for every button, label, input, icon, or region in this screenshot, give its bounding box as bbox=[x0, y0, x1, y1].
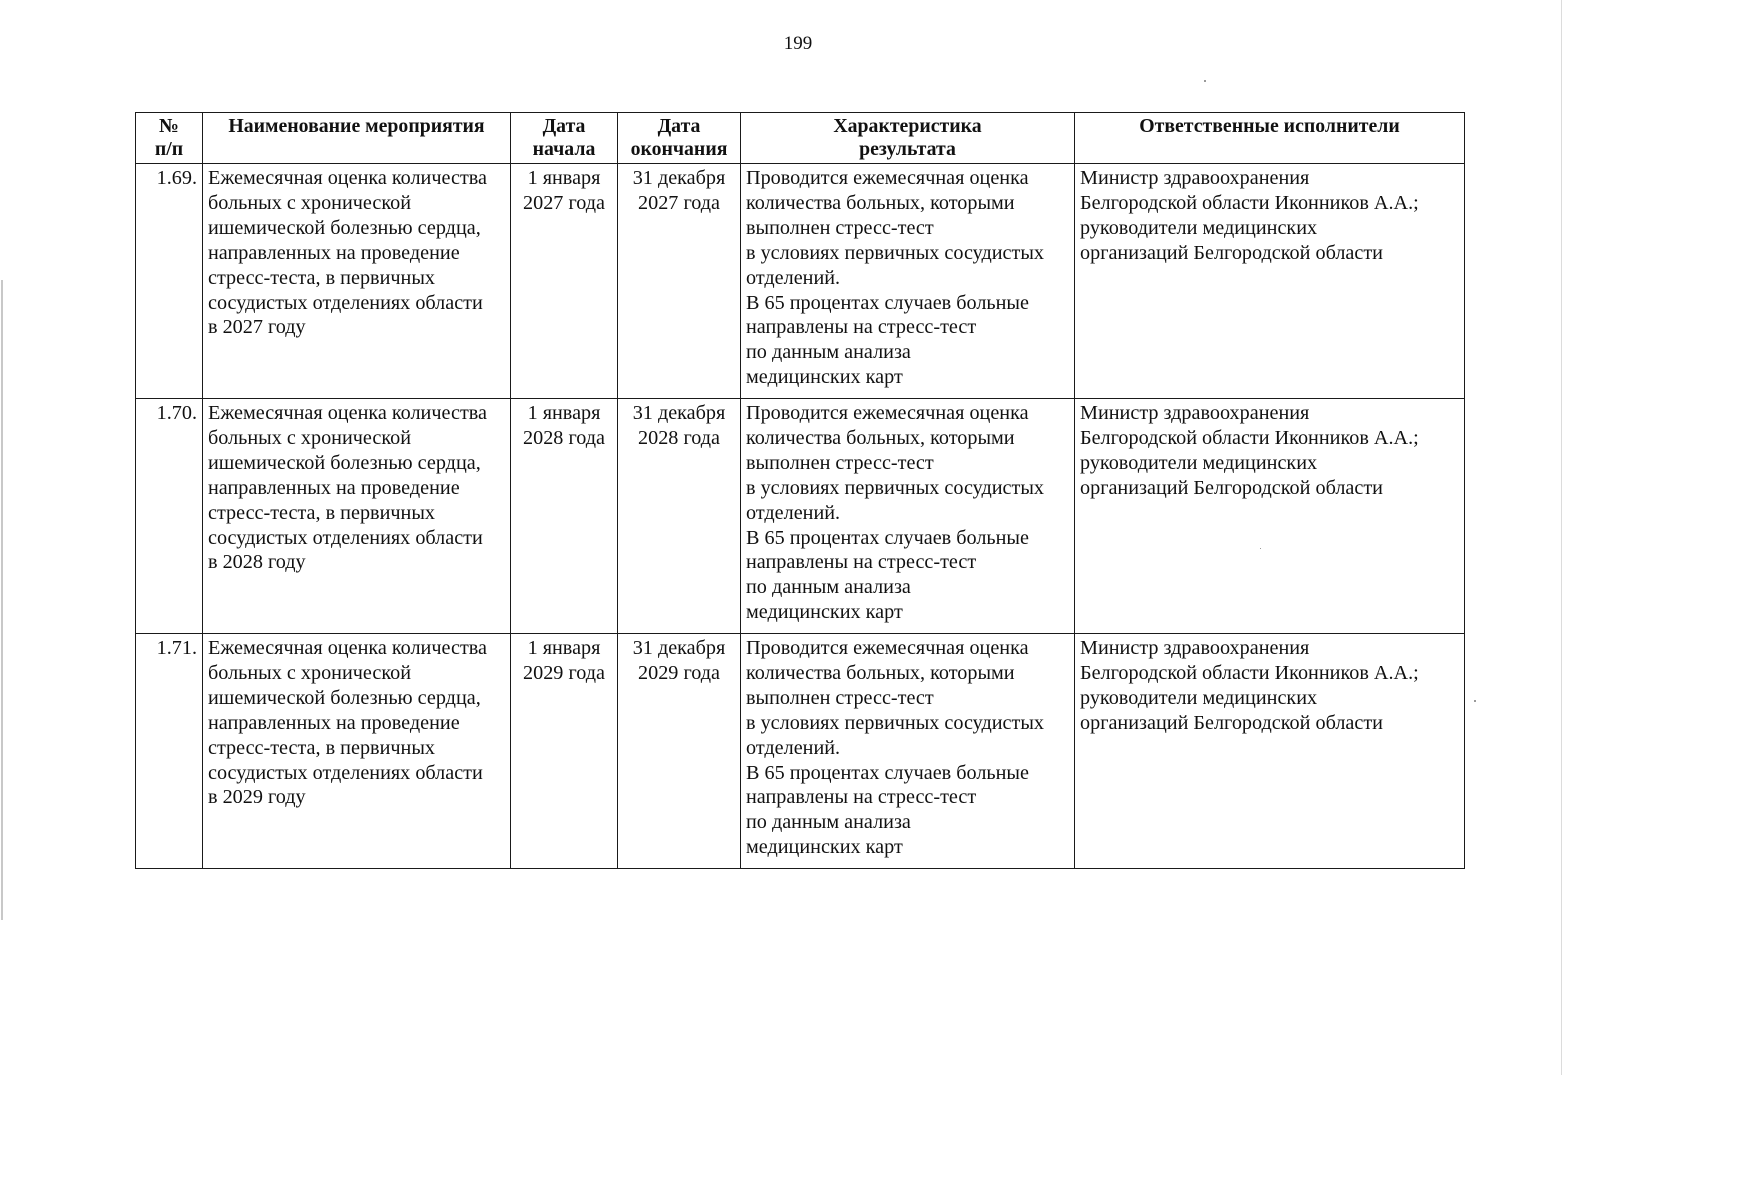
responsible-persons: Министр здравоохранения Белгородской области Иконников А.А.; руководители медицинских организаций Белгородской области bbox=[1075, 399, 1465, 634]
activities-table bbox=[135, 112, 1465, 869]
activity-name: Ежемесячная оценка количества больных с хронической ишемической болезнью сердца, направленных на проведение стресс-теста, в первичных сосудистых отделениях области в 2029 году bbox=[203, 634, 511, 869]
responsible-persons: Министр здравоохранения Белгородской области Иконников А.А.; руководители медицинских организаций Белгородской области bbox=[1075, 634, 1465, 869]
header-start-date: Дата начала bbox=[511, 113, 618, 164]
header-responsible: Ответственные исполнители bbox=[1075, 113, 1465, 164]
scan-speck bbox=[1474, 700, 1476, 702]
result-description: Проводится ежемесячная оценка количества больных, которыми выполнен стресс-тест в условиях первичных сосудистых отделений. В 65 процентах случаев больные направлены на стресс-тест по данным анализа медицинских карт bbox=[741, 634, 1075, 869]
result-description: Проводится ежемесячная оценка количества больных, которыми выполнен стресс-тест в условиях первичных сосудистых отделений. В 65 процентах случаев больные направлены на стресс-тест по данным анализа медицинских карт bbox=[741, 399, 1075, 634]
end-date: 31 декабря 2028 года bbox=[618, 399, 741, 634]
activity-name: Ежемесячная оценка количества больных с хронической ишемической болезнью сердца, направленных на проведение стресс-теста, в первичных сосудистых отделениях области в 2028 году bbox=[203, 399, 511, 634]
result-description: Проводится ежемесячная оценка количества больных, которыми выполнен стресс-тест в условиях первичных сосудистых отделений. В 65 процентах случаев больные направлены на стресс-тест по данным анализа медицинских карт bbox=[741, 164, 1075, 399]
start-date: 1 января 2029 года bbox=[511, 634, 618, 869]
table-header-row bbox=[136, 113, 1465, 164]
scan-speck bbox=[1204, 80, 1206, 82]
scan-edge-line bbox=[1, 280, 3, 920]
responsible-persons: Министр здравоохранения Белгородской области Иконников А.А.; руководители медицинских организаций Белгородской области bbox=[1075, 164, 1465, 399]
activity-name: Ежемесячная оценка количества больных с хронической ишемической болезнью сердца, направленных на проведение стресс-теста, в первичных сосудистых отделениях области в 2027 году bbox=[203, 164, 511, 399]
header-end-date: Дата окончания bbox=[618, 113, 741, 164]
table-row bbox=[136, 164, 1465, 399]
start-date: 1 января 2028 года bbox=[511, 399, 618, 634]
row-number: 1.71. bbox=[136, 634, 203, 869]
row-number: 1.69. bbox=[136, 164, 203, 399]
end-date: 31 декабря 2029 года bbox=[618, 634, 741, 869]
table-row bbox=[136, 399, 1465, 634]
end-date: 31 декабря 2027 года bbox=[618, 164, 741, 399]
row-number: 1.70. bbox=[136, 399, 203, 634]
page-number: 199 bbox=[783, 33, 813, 54]
table-row bbox=[136, 634, 1465, 869]
header-num: № п/п bbox=[136, 113, 203, 164]
header-result: Характеристика результата bbox=[741, 113, 1075, 164]
header-name: Наименование мероприятия bbox=[203, 113, 511, 164]
start-date: 1 января 2027 года bbox=[511, 164, 618, 399]
scan-edge-line bbox=[1561, 0, 1562, 1075]
